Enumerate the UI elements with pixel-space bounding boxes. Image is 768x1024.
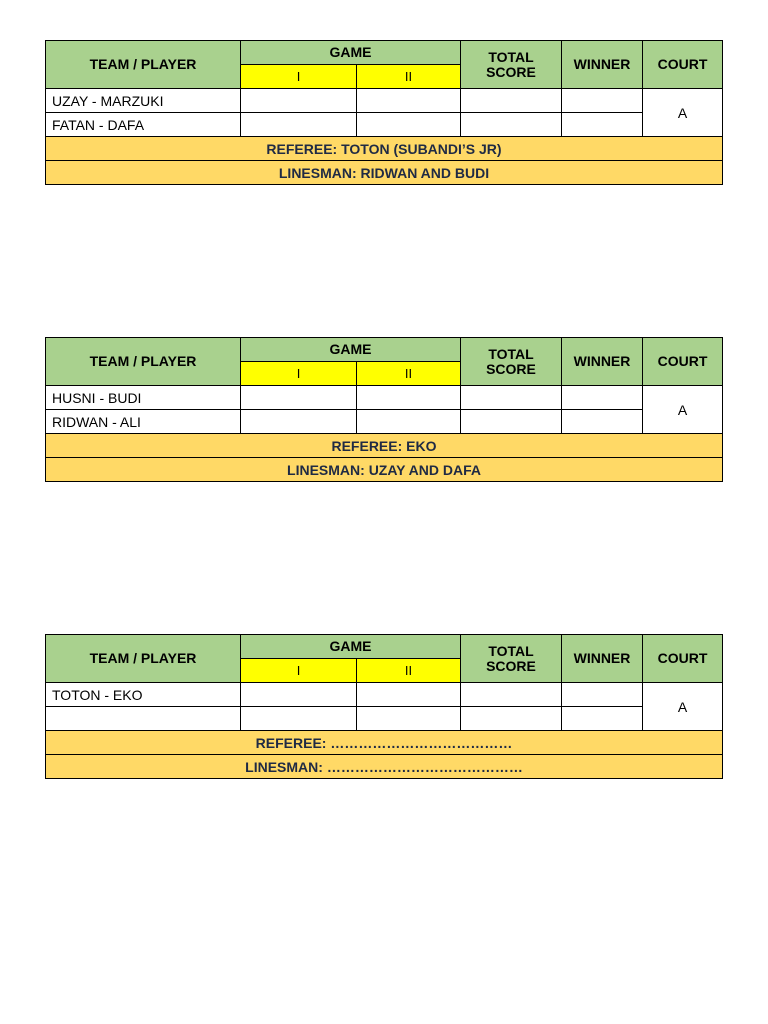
total-score-cell[interactable] xyxy=(461,89,562,113)
player-pair: TOTON - EKO xyxy=(46,683,241,707)
game-1-header: I xyxy=(241,362,357,386)
game-2-score-cell[interactable] xyxy=(357,113,461,137)
game-header: GAME xyxy=(241,338,461,362)
game-1-header: I xyxy=(241,659,357,683)
game-1-score-cell[interactable] xyxy=(241,113,357,137)
player-pair: FATAN - DAFA xyxy=(46,113,241,137)
total-label: TOTAL xyxy=(488,48,534,65)
table-row xyxy=(46,410,723,434)
game-2-score-cell[interactable] xyxy=(357,683,461,707)
court-header: COURT xyxy=(643,635,723,683)
player-pair: HUSNI - BUDI xyxy=(46,386,241,410)
score-label: SCORE xyxy=(486,63,536,80)
winner-cell[interactable] xyxy=(562,707,643,731)
table-row xyxy=(46,707,723,731)
score-label: SCORE xyxy=(486,657,536,674)
total-score-cell[interactable] xyxy=(461,386,562,410)
game-2-header: II xyxy=(357,65,461,89)
game-header: GAME xyxy=(241,635,461,659)
score-label: SCORE xyxy=(486,360,536,377)
table-row xyxy=(46,386,723,410)
match-table-1 xyxy=(45,40,723,185)
court-cell: A xyxy=(643,386,723,434)
court-header: COURT xyxy=(643,41,723,89)
winner-cell[interactable] xyxy=(562,89,643,113)
winner-cell[interactable] xyxy=(562,410,643,434)
team-player-header: TEAM / PLAYER xyxy=(46,635,241,683)
player-pair: RIDWAN - ALI xyxy=(46,410,241,434)
game-2-score-cell[interactable] xyxy=(357,89,461,113)
total-score-header xyxy=(461,338,562,386)
game-2-header: II xyxy=(357,362,461,386)
total-score-header xyxy=(461,635,562,683)
winner-header: WINNER xyxy=(562,41,643,89)
court-header: COURT xyxy=(643,338,723,386)
referee-row: REFEREE: TOTON (SUBANDI’S JR) xyxy=(46,137,723,161)
game-1-score-cell[interactable] xyxy=(241,386,357,410)
total-score-cell[interactable] xyxy=(461,410,562,434)
winner-header: WINNER xyxy=(562,338,643,386)
total-score-header xyxy=(461,41,562,89)
table-row xyxy=(46,113,723,137)
total-score-cell[interactable] xyxy=(461,113,562,137)
game-1-score-cell[interactable] xyxy=(241,683,357,707)
table-row xyxy=(46,683,723,707)
total-score-cell[interactable] xyxy=(461,707,562,731)
total-score-cell[interactable] xyxy=(461,683,562,707)
linesman-row: LINESMAN: UZAY AND DAFA xyxy=(46,458,723,482)
winner-cell[interactable] xyxy=(562,386,643,410)
game-1-score-cell[interactable] xyxy=(241,707,357,731)
player-pair: UZAY - MARZUKI xyxy=(46,89,241,113)
winner-cell[interactable] xyxy=(562,113,643,137)
referee-row: REFEREE: EKO xyxy=(46,434,723,458)
linesman-row: LINESMAN: …………………………………… xyxy=(46,755,723,779)
game-2-score-cell[interactable] xyxy=(357,386,461,410)
game-2-header: II xyxy=(357,659,461,683)
total-label: TOTAL xyxy=(488,642,534,659)
match-table-3 xyxy=(45,634,723,779)
winner-header: WINNER xyxy=(562,635,643,683)
match-table-2 xyxy=(45,337,723,482)
game-1-score-cell[interactable] xyxy=(241,89,357,113)
winner-cell[interactable] xyxy=(562,683,643,707)
game-1-header: I xyxy=(241,65,357,89)
total-label: TOTAL xyxy=(488,345,534,362)
game-1-score-cell[interactable] xyxy=(241,410,357,434)
court-cell: A xyxy=(643,89,723,137)
game-2-score-cell[interactable] xyxy=(357,410,461,434)
team-player-header: TEAM / PLAYER xyxy=(46,338,241,386)
linesman-row: LINESMAN: RIDWAN AND BUDI xyxy=(46,161,723,185)
team-player-header: TEAM / PLAYER xyxy=(46,41,241,89)
game-2-score-cell[interactable] xyxy=(357,707,461,731)
player-pair-empty[interactable] xyxy=(46,707,241,731)
referee-row: REFEREE: ………………………………… xyxy=(46,731,723,755)
game-header: GAME xyxy=(241,41,461,65)
table-row xyxy=(46,89,723,113)
court-cell: A xyxy=(643,683,723,731)
